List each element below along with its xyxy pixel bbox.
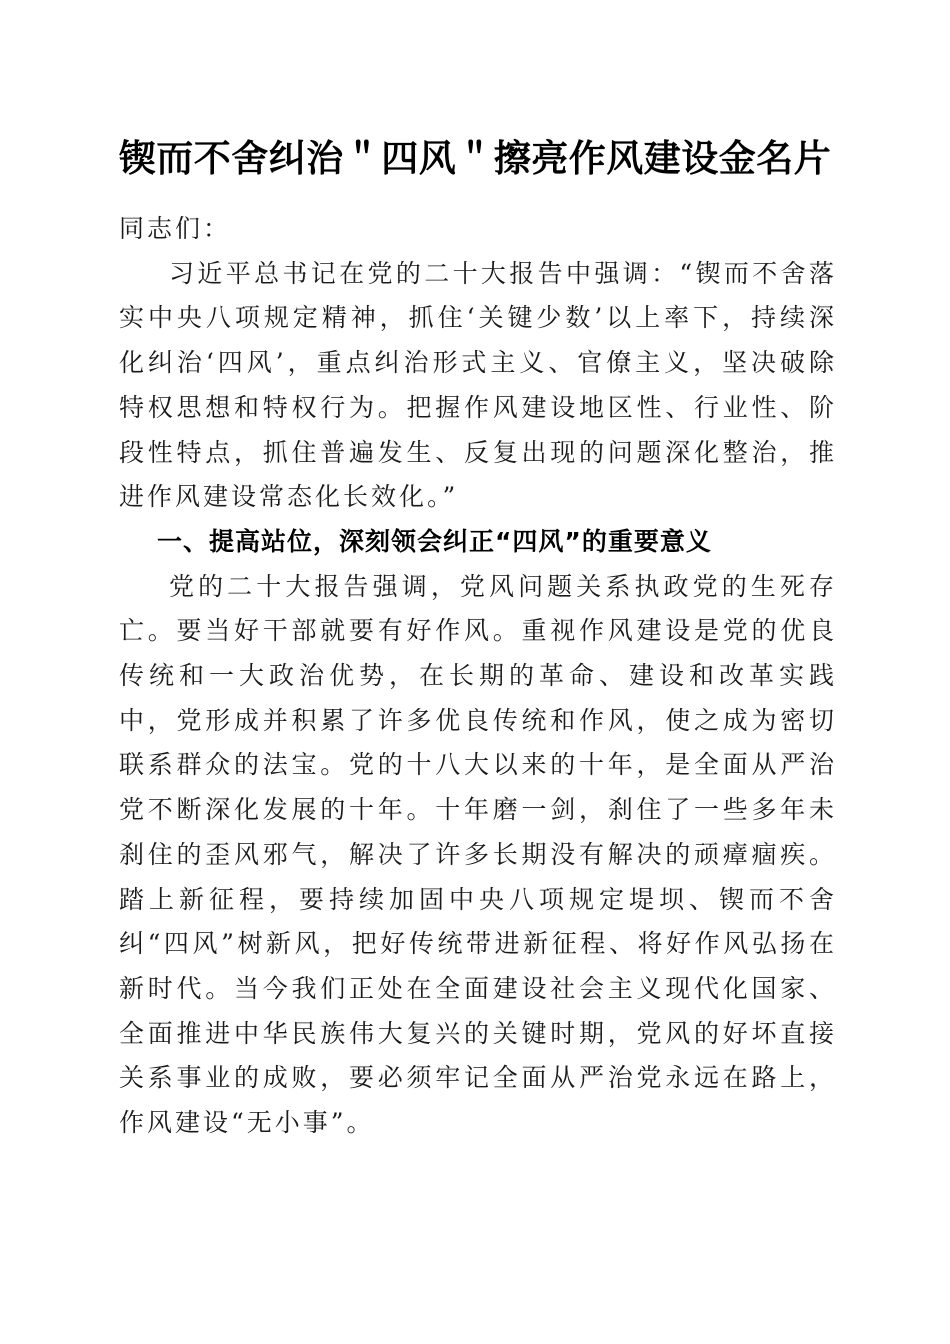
document-title: 锲而不舍纠治＂四风＂擦亮作风建设金名片 <box>118 137 832 180</box>
document-body <box>119 207 837 1146</box>
salutation: 同志们： <box>119 214 232 243</box>
paragraph-quote: 习近平总书记在党的二十大报告中强调：“锲而不舍落实中央八项规定精神，抓住‘关键少数’以上率下，持续深化纠治‘四风’，重点纠治形式主义、官僚主义，坚决破除特权思想和特权行为。把握作风建设地区性、行业性、阶段性特点，抓住普遍发生、反复出现的问题深化整治，推进作风建设常态化长效化。” <box>119 258 837 512</box>
section-heading-1: 一、提高站位，深刻领会纠正“四风”的重要意义 <box>157 526 712 556</box>
paragraph-section-1: 党的二十大报告强调，党风问题关系执政党的生死存亡。要当好干部就要有好作风。重视作风建设是党的优良传统和一大政治优势，在长期的革命、建设和改革实践中，党形成并积累了许多优良传统和作风，使之成为密切联系群众的法宝。党的十八大以来的十年，是全面从严治党不断深化发展的十年。十年磨一剑，刹住了一些多年未刹住的歪风邪气，解决了许多长期没有解决的顽瘴痼疾。踏上新征程，要持续加固中央八项规定堤坝、锲而不舍纠“四风”树新风，把好传统带进新征程、将好作风弘扬在新时代。当今我们正处在全面建设社会主义现代化国家、全面推进中华民族伟大复兴的关键时期，党风的好坏直接关系事业的成败，要必须牢记全面从严治党永远在路上，作风建设“无小事”。 <box>119 571 837 1138</box>
